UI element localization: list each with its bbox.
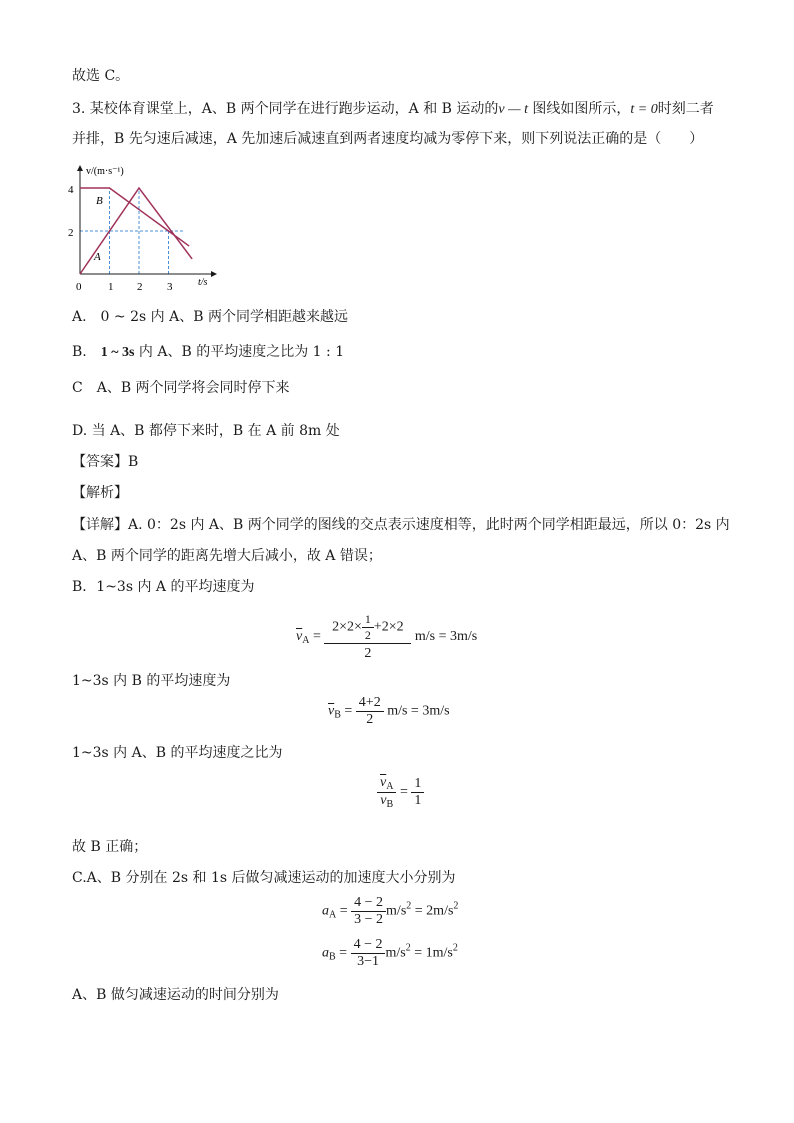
formula-aa: $a_A$ = $\frac{4 - 2}{3 - 2}$ $m/s^2 = 2m/s^2$: [322, 895, 459, 927]
formula-va: $\overline{v}_A$ = 2×2× $\frac{1}{2}$ +2×2 2 m/s = 3m/s: [296, 612, 478, 661]
option-a: A. 0 ~ 2s 内 A、B 两个同学相距越来越远: [72, 309, 348, 325]
x-tick-0: 0: [76, 281, 82, 292]
option-b: B. 1 ~ 3s 内 A、B 的平均速度之比为 1 : 1: [72, 344, 345, 360]
formula-ratio: $\frac{\overline{v}_A}{\overline{v}_B}$ = $\frac{1}{1}$: [377, 775, 424, 810]
analysis-heading: 【解析】: [72, 485, 128, 501]
detail-line-7: C.A、B 分别在 2s 和 1s 后做匀减速运动的加速度大小分别为: [72, 870, 456, 886]
detail-line-4: 1~3s 内 B 的平均速度为: [72, 673, 231, 689]
x-tick-1: 1: [108, 281, 114, 292]
formula-vb: $\overline{v}_B$ = $\frac{4+2}{2}$ m/s = 3m/s: [328, 695, 450, 727]
question-3-line-2: 并排，B 先匀速后减速，A 先加速后减速直到两者速度均减为零停下来，则下列说法正确的是（ ）: [72, 131, 704, 147]
x-axis-label: t/s: [198, 277, 208, 288]
detail-line-8: A、B 做匀减速运动的时间分别为: [72, 987, 279, 1003]
x-tick-2: 2: [137, 281, 143, 292]
detail-line-5: 1~3s 内 A、B 的平均速度之比为: [72, 745, 283, 761]
formula-ab: $a_B$ = $\frac{4 - 2}{3-1}$ $m/s^2 = 1m/s^2$: [322, 937, 458, 969]
detail-line-1: 【详解】A. 0：2s 内 A、B 两个同学的图线的交点表示速度相等，此时两个同学相距最远，所以 0：2s 内: [72, 517, 730, 533]
x-tick-3: 3: [167, 281, 173, 292]
y-tick-4: 4: [68, 184, 74, 196]
detail-line-3: B．1~3s 内 A 的平均速度为: [72, 579, 255, 595]
option-d: D. 当 A、B 都停下来时，B 在 A 前 8m 处: [72, 423, 340, 439]
series-label-b: B: [96, 195, 103, 207]
series-label-a: A: [94, 251, 101, 263]
prev-answer-line: 故选 C。: [72, 68, 130, 84]
question-3-line-1: 3. 某校体育课堂上，A、B 两个同学在进行跑步运动，A 和 B 运动的v — t 图线如图所示，t = 0时刻二者: [72, 101, 714, 117]
detail-line-2: A、B 两个同学的距离先增大后减小，故 A 错误；: [72, 548, 382, 564]
option-c: C A、B 两个同学将会同时停下来: [72, 380, 290, 396]
answer-line: 【答案】B: [72, 454, 139, 470]
y-tick-2: 2: [68, 227, 74, 239]
detail-line-6: 故 B 正确；: [72, 839, 148, 855]
y-axis-label: v/(m·s⁻¹): [86, 166, 124, 177]
vt-graph: [66, 160, 226, 292]
